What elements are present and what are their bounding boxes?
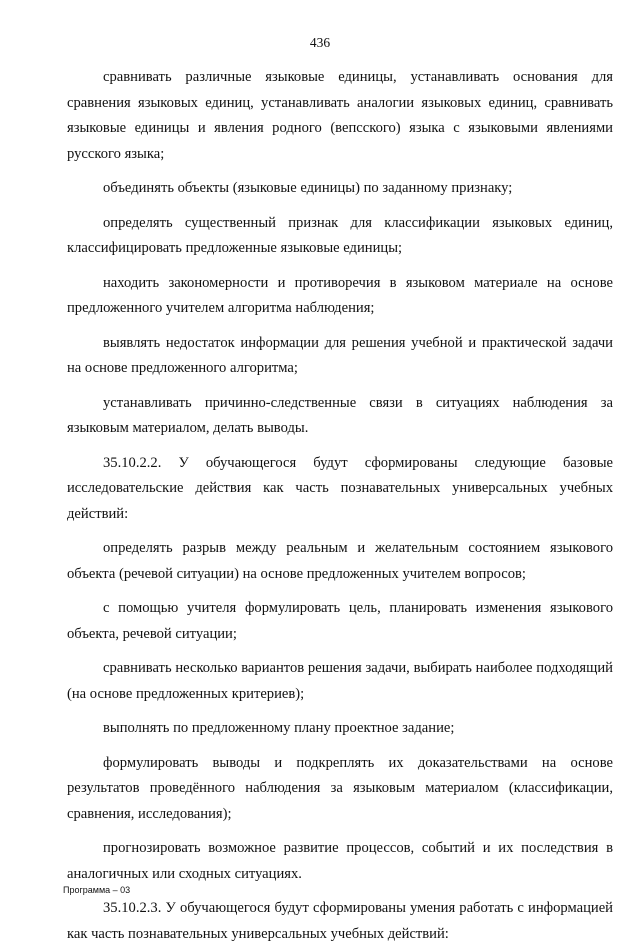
section-heading-paragraph: 35.10.2.3. У обучающегося будут сформированы умения работать с информацией как часть познавательных универсальных учебных действий:: [67, 900, 613, 942]
paragraph: с помощью учителя формулировать цель, планировать изменения языкового объекта, речевой ситуации;: [67, 600, 613, 642]
paragraph: прогнозировать возможное развитие процессов, событий и их последствия в аналогичных или сходных ситуациях.: [67, 840, 613, 882]
paragraph: определять существенный признак для классификации языковых единиц, классифицировать предложенные языковые единицы;: [67, 214, 613, 256]
paragraph: устанавливать причинно-следственные связи в ситуациях наблюдения за языковым материалом, делать выводы.: [67, 394, 613, 436]
paragraph: находить закономерности и противоречия в языковом материале на основе предложенного учителем алгоритма наблюдения;: [67, 274, 613, 316]
paragraph: определять разрыв между реальным и желательным состоянием языкового объекта (речевой ситуации) на основе предложенных учителем вопросов;: [67, 540, 613, 582]
paragraph: объединять объекты (языковые единицы) по заданному признаку;: [103, 180, 513, 196]
paragraph: выявлять недостаток информации для решения учебной и практической задачи на основе предложенного алгоритма;: [67, 334, 613, 376]
paragraph: выполнять по предложенному плану проектное задание;: [103, 720, 455, 736]
paragraph: сравнивать различные языковые единицы, устанавливать основания для сравнения языковых единиц, устанавливать аналогии языковых единиц, сравнивать языковые единицы и явления родного (вепсского) языка с языковыми явлениями русского языка;: [67, 69, 613, 162]
paragraph: сравнивать несколько вариантов решения задачи, выбирать наиболее подходящий (на основе предложенных критериев);: [67, 660, 613, 702]
page-number: 436: [309, 35, 331, 50]
paragraph: формулировать выводы и подкреплять их доказательствами на основе результатов проведённого наблюдения за языковым материалом (классификации, сравнения, исследования);: [67, 754, 613, 822]
document-body: [67, 65, 613, 947]
section-heading-paragraph: 35.10.2.2. У обучающегося будут сформированы следующие базовые исследовательские действия как часть познавательных универсальных учебных действий:: [67, 454, 613, 522]
footer-label: Программа – 03: [63, 885, 131, 895]
